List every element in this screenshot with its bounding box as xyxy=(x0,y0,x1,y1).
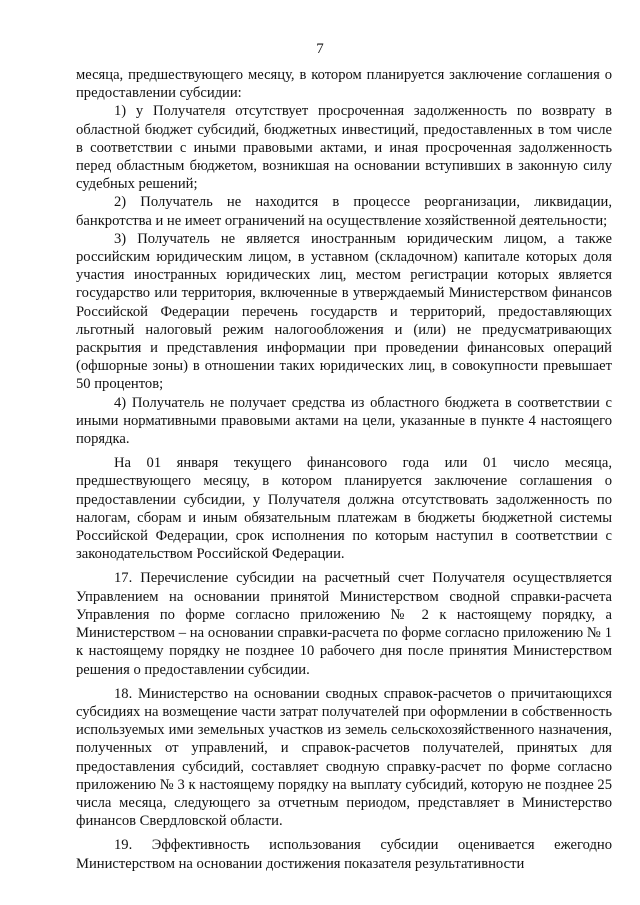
paragraph: 3) Получатель не является иностранным юридическим лицом, а также российским юридическим лицом, в уставном (складочном) капитале которых доля участия иностранных юридических лиц, местом регистрации которых является государство или территория, включенные в утверждаемый Министерством финансов Российской Федерации перечень государств и территорий, предоставляющих льготный налоговый режим налогообложения и (или) не предусматривающих раскрытия и представления информации при проведении финансовых операций (офшорные зоны) в отношении таких юридических лиц, в совокупности превышает 50 процентов; xyxy=(76,230,612,393)
page-number: 7 xyxy=(316,41,324,57)
paragraph: На 01 января текущего финансового года или 01 число месяца, предшествующего месяцу, в котором планируется заключение соглашения о предоставлении субсидии, у Получателя должна отсутствовать задолженность по налогам, сборам и иным обязательным платежам в бюджеты бюджетной системы Российской Федерации, срок исполнения по которым наступил в соответствии с законодательством Российской Федерации. xyxy=(76,455,612,563)
paragraph: 18. Министерство на основании сводных справок-расчетов о причитающихся субсидиях на возмещение части затрат получателей при оформлении в собственность используемых ими земельных участков из земель сельскохозяйственного назначения, полученных от управлений, и справок-расчетов получателей, принятых для предоставления субсидий, составляет сводную справку-расчет по форме согласно приложению № 3 к настоящему порядку на выплату субсидий, которую не позднее 25 числа месяца, следующего за отчетным периодом, представляет в Министерство финансов Свердловской области. xyxy=(76,685,612,830)
document-body xyxy=(76,66,612,873)
paragraph: 17. Перечисление субсидии на расчетный счет Получателя осуществляется Управлением на основании принятой Министерством сводной справки-расчета Управления по форме согласно приложению № 2 к настоящему порядку, а Министерством – на основании справки-расчета по форме согласно приложению № 1 к настоящему порядку не позднее 10 рабочего дня после принятия Министерством решения о предоставлении субсидии. xyxy=(76,570,612,678)
paragraph: 2) Получатель не находится в процессе реорганизации, ликвидации, банкротства и не имеет ограничений на осуществление хозяйственной деятельности; xyxy=(76,194,612,229)
paragraph: 1) у Получателя отсутствует просроченная задолженность по возврату в областной бюджет субсидий, бюджетных инвестиций, предоставленных в том числе в соответствии с иными правовыми актами, и иная просроченная задолженность перед областным бюджетом, возникшая на основании вступивших в законную силу судебных решений; xyxy=(76,103,612,193)
paragraph: месяца, предшествующего месяцу, в котором планируется заключение соглашения о предоставлении субсидии: xyxy=(76,67,612,102)
paragraph: 4) Получатель не получает средства из областного бюджета в соответствии с иными нормативными правовыми актами на цели, указанные в пункте 4 настоящего порядка. xyxy=(76,394,612,448)
paragraph: 19. Эффективность использования субсидии оценивается ежегодно Министерством на основании достижения показателя результативности xyxy=(76,837,612,872)
